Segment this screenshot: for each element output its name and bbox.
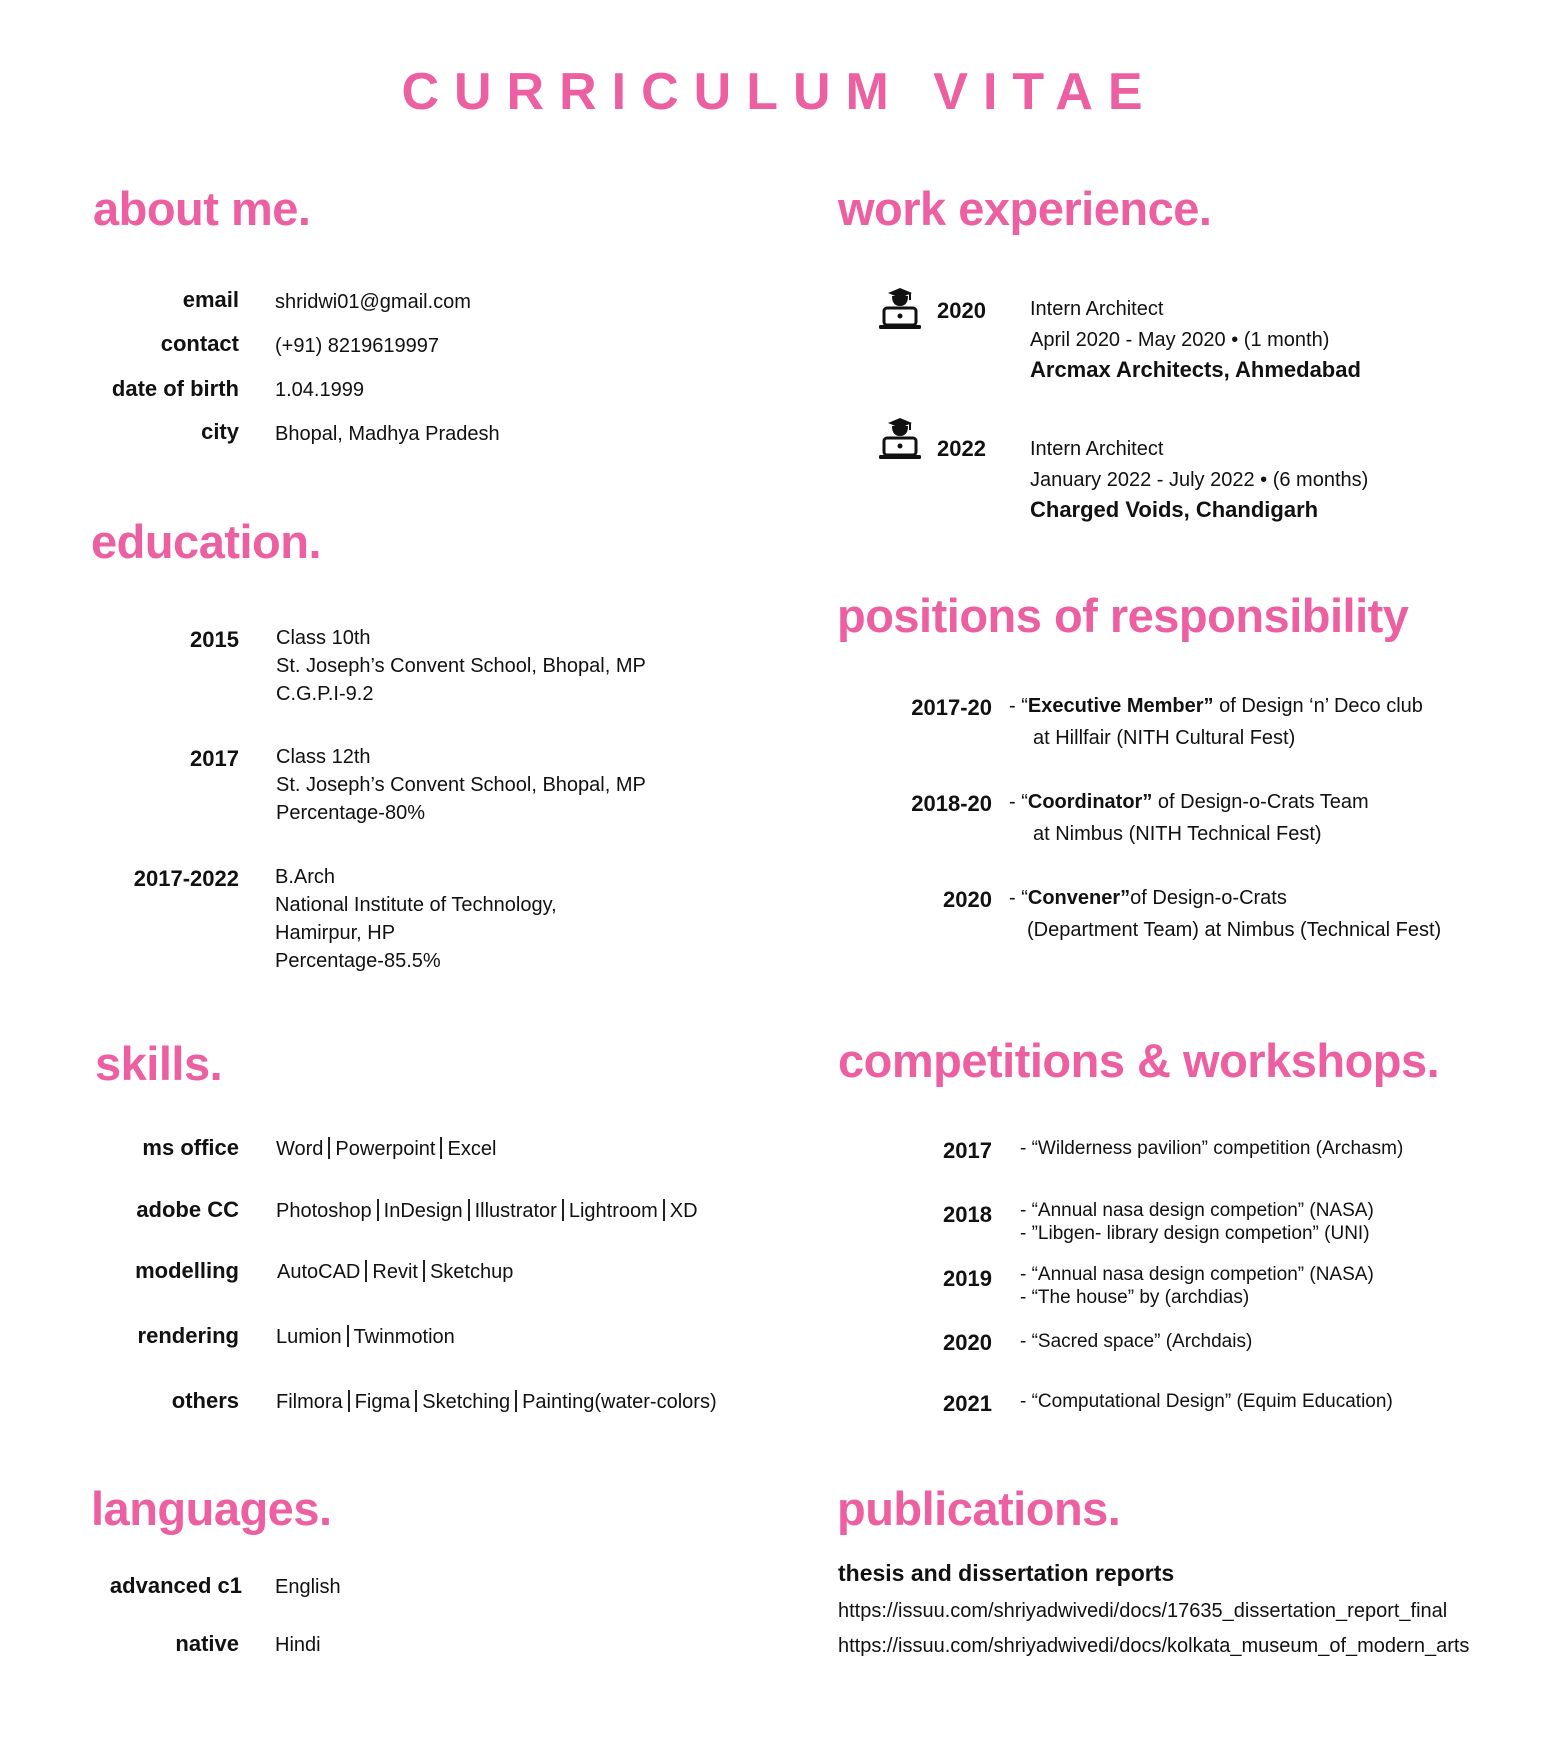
divider [663, 1199, 665, 1221]
work-year: 2020 [937, 298, 986, 323]
divider [415, 1390, 417, 1412]
divider [515, 1390, 517, 1412]
divider [562, 1199, 564, 1221]
competition-year: 2018 [943, 1202, 992, 1227]
competition-year: 2021 [943, 1391, 992, 1416]
position-year: 2018-20 [911, 791, 992, 816]
skill-items [276, 1323, 455, 1351]
skill-label: rendering [137, 1323, 239, 1348]
work-role: Intern Architect [1030, 438, 1164, 460]
about-dob-value: 1.04.1999 [275, 379, 364, 401]
position-line [1009, 788, 1369, 816]
publication-link[interactable]: https://issuu.com/shriyadwivedi/docs/kolkata_museum_of_modern_arts [838, 1635, 1470, 1657]
skill-items [276, 1135, 496, 1163]
skill-item: Revit [372, 1261, 418, 1283]
skill-label: ms office [142, 1135, 239, 1160]
language-value: English [275, 1576, 341, 1598]
publication-link[interactable]: https://issuu.com/shriyadwivedi/docs/17635_dissertation_report_final [838, 1600, 1448, 1622]
position-line2: at Hillfair (NITH Cultural Fest) [1033, 727, 1296, 749]
skill-item: Twinmotion [353, 1326, 455, 1348]
edu-line: Percentage-80% [276, 802, 425, 824]
edu-line: Class 12th [276, 746, 371, 768]
skill-item: Illustrator [474, 1200, 557, 1222]
position-prefix: - “ [1009, 887, 1028, 909]
position-title: Coordinator” [1027, 791, 1153, 813]
skill-item: AutoCAD [277, 1261, 361, 1283]
position-line [1009, 884, 1287, 912]
competition-entry [1020, 1199, 1374, 1245]
edu-line: B.Arch [275, 866, 336, 888]
skill-item: Photoshop [276, 1200, 372, 1222]
skill-item: Filmora [276, 1391, 343, 1413]
skill-item: Lightroom [568, 1200, 658, 1222]
about-heading: about me. [93, 182, 311, 235]
edu-line: St. Joseph’s Convent School, Bhopal, MP [276, 655, 646, 677]
about-email-label: email [182, 287, 239, 312]
edu-entry [275, 863, 557, 975]
graduate-laptop-icon [878, 286, 922, 330]
competition-entry [1020, 1263, 1374, 1309]
position-desc: of Design ‘n’ Deco club [1213, 695, 1423, 717]
competition-line: - “Computational Design” (Equim Education) [1020, 1391, 1393, 1412]
about-contact-value: (+91) 8219619997 [275, 335, 440, 357]
competition-line: - “The house” by (archdias) [1020, 1287, 1250, 1308]
position-desc: of Design-o-Crats Team [1152, 791, 1369, 813]
position-desc: of Design-o-Crats [1130, 887, 1287, 909]
position-prefix: - “ [1009, 695, 1028, 717]
skill-item: XD [669, 1200, 698, 1222]
divider [440, 1137, 442, 1159]
competition-year: 2017 [943, 1138, 992, 1163]
about-contact-label: contact [160, 331, 239, 356]
edu-line: St. Joseph’s Convent School, Bhopal, MP [276, 774, 646, 796]
skill-item: Sketching [422, 1391, 511, 1413]
edu-year: 2015 [190, 627, 239, 652]
edu-line: National Institute of Technology, [275, 894, 557, 916]
position-prefix: - “ [1009, 791, 1028, 813]
language-level-label: advanced c1 [109, 1573, 242, 1598]
about-city-value: Bhopal, Madhya Pradesh [275, 423, 500, 445]
competition-line: - ”Libgen- library design competion” (UNI) [1020, 1223, 1370, 1244]
skills-heading: skills. [95, 1037, 223, 1090]
divider [365, 1260, 367, 1282]
work-period: January 2022 - July 2022 • (6 months) [1030, 469, 1369, 491]
divider [328, 1137, 330, 1159]
edu-line: C.G.P.I-9.2 [276, 683, 374, 705]
position-title: Convener” [1027, 887, 1131, 909]
divider [377, 1199, 379, 1221]
skill-item: Excel [447, 1138, 497, 1160]
competition-line: - “Annual nasa design competion” (NASA) [1020, 1200, 1374, 1221]
divider [348, 1390, 350, 1412]
competitions-heading: competitions & workshops. [838, 1034, 1440, 1087]
positions-heading: positions of responsibility [837, 589, 1409, 642]
skill-items [276, 1197, 698, 1225]
competition-year: 2019 [943, 1266, 992, 1291]
divider [423, 1260, 425, 1282]
work-role: Intern Architect [1030, 298, 1164, 320]
edu-line: Percentage-85.5% [275, 950, 441, 972]
position-year: 2020 [943, 887, 992, 912]
skill-item: Figma [354, 1391, 411, 1413]
about-email-value: shridwi01@gmail.com [275, 291, 471, 313]
position-line [1009, 692, 1423, 720]
languages-heading: languages. [91, 1482, 332, 1535]
competition-year: 2020 [943, 1330, 992, 1355]
publications-subheading: thesis and dissertation reports [838, 1560, 1175, 1586]
work-company: Charged Voids, Chandigarh [1030, 497, 1319, 522]
competition-entry [1020, 1137, 1403, 1160]
education-heading: education. [91, 515, 322, 568]
skill-label: adobe CC [136, 1197, 239, 1222]
edu-year: 2017-2022 [133, 866, 239, 891]
edu-line: Class 10th [276, 627, 371, 649]
skill-item: Sketchup [429, 1261, 514, 1283]
about-city-label: city [201, 419, 239, 444]
skill-label: others [171, 1388, 239, 1413]
edu-entry [276, 743, 646, 827]
skill-item: Powerpoint [335, 1138, 436, 1160]
competition-entry [1020, 1390, 1393, 1413]
competition-line: - “Annual nasa design competion” (NASA) [1020, 1264, 1374, 1285]
language-level-label: native [175, 1631, 239, 1656]
work-period: April 2020 - May 2020 • (1 month) [1030, 329, 1330, 351]
about-dob-label: date of birth [111, 376, 239, 401]
position-title: Executive Member” [1027, 695, 1214, 717]
work-heading: work experience. [838, 182, 1212, 235]
skill-item: InDesign [383, 1200, 463, 1222]
edu-entry [276, 624, 646, 708]
graduate-laptop-icon [878, 416, 922, 460]
skill-item: Painting(water-colors) [522, 1391, 717, 1413]
competition-line: - “Wilderness pavilion” competition (Archasm) [1020, 1138, 1404, 1159]
publications-heading: publications. [837, 1482, 1121, 1535]
divider [468, 1199, 470, 1221]
skill-item: Lumion [276, 1326, 342, 1348]
edu-year: 2017 [190, 746, 239, 771]
competition-line: - “Sacred space” (Archdais) [1020, 1331, 1253, 1352]
competition-entry [1020, 1330, 1252, 1353]
position-year: 2017-20 [911, 695, 992, 720]
divider [347, 1325, 349, 1347]
edu-line: Hamirpur, HP [275, 922, 396, 944]
position-line2: (Department Team) at Nimbus (Technical Fest) [1027, 919, 1442, 941]
work-company: Arcmax Architects, Ahmedabad [1030, 357, 1361, 382]
page-title: CURRICULUM VITAE [401, 63, 1158, 121]
skill-item: Word [276, 1138, 324, 1160]
work-year: 2022 [937, 436, 986, 461]
position-line2: at Nimbus (NITH Technical Fest) [1033, 823, 1322, 845]
skill-label: modelling [135, 1258, 239, 1283]
skill-items [277, 1258, 513, 1286]
skill-items [276, 1388, 717, 1416]
language-value: Hindi [275, 1634, 321, 1656]
